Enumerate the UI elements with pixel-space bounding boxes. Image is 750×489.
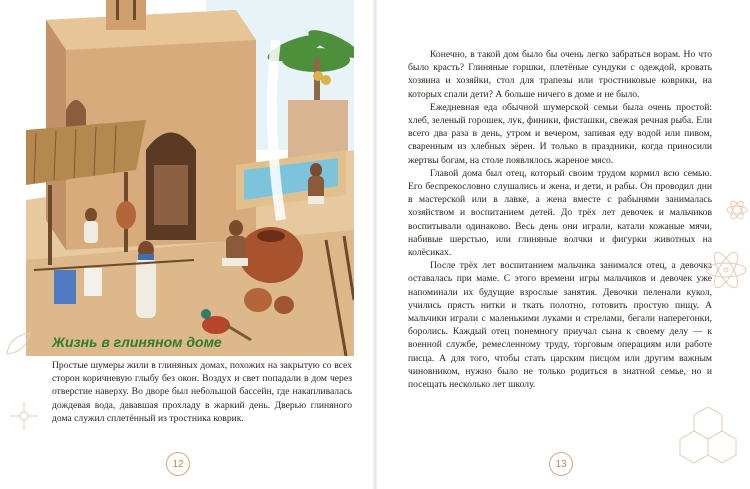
left-page-paragraph: Простые шумеры жили в глиняных домах, похожих на закрытую со всех сторон коричневую глыбу без окон. Воздух и свет попадали в дом через отверстие наверху. Во дворе был небольшой бассейн, где накапливалась дождевая вода, дававшая прохладу в жаркий день. Дверью глиняного дома служил сплетённый из тростника коврик.: [52, 360, 352, 424]
page-number-right: 13: [549, 452, 573, 476]
left-page-body: [52, 359, 352, 425]
hexagon-molecule-decoration-icon: [664, 395, 748, 479]
molecule-decoration-icon: [8, 400, 40, 432]
book-gutter: [373, 0, 377, 489]
sumerian-house-illustration: [26, 0, 354, 356]
right-page-paragraph-4: После трёх лет воспитанием мальчика занимался отец, а девочка оставалась при маме. С этого времени игры мальчиков и девочек уже напоминали их будущие взрослые занятия. Девочки пеленали кукол, учились прясть нитки и ткать полотно, готовить простую пищу. А мальчики играли с маленькими луками и стрелами, бегали наперегонки, боролись. Каждый отец понемногу приучал сына к своему делу — к военной службе, ремесленному труду, торговым операциям или работе писца. А для того, чтобы стать царским писцом или другим важным чиновником, нужно было не только родиться в знатной семье, но и посещать несколько лет школу.: [408, 260, 712, 391]
chapter-title: Жизнь в глиняном доме: [52, 334, 222, 350]
atom-decoration-icon: [726, 196, 748, 224]
atom-large-decoration-icon: [704, 248, 748, 292]
right-page-body: [408, 48, 712, 391]
right-page-paragraph-2: Ежедневная еда обычной шумерской семьи была очень простой: хлеб, зеленый горошек, лук, финики, фисташки, свежая речная рыба. Ели всего два раза в день, утром и вечером, запивая еду водой или пивом, сваренным из хлебных зёрен. И только в праздники, когда приносили жертвы богам, на столе появлялось жареное мясо.: [408, 101, 712, 166]
page-number-left: 12: [166, 452, 190, 476]
right-page-paragraph-3: Главой дома был отец, который своим трудом кормил всю семью. Его беспрекословно слушались и жена, и дети, и рабы. Он проводил дни в мастерской или в лавке, а жена вместе с рабынями занималась хозяйством и воспитанием детей. До трёх лет девочек и мальчиков воспитывали одинаково. Весь день они играли, катали кожаные мячи, набивые шерстью, или глиняные волчки и фигурки животных на колёсиках.: [408, 167, 712, 259]
right-page-paragraph-1: Конечно, в такой дом было бы очень легко забраться ворам. Но что было красть? Глиняные горшки, плетёные сундуки с одеждой, кровать хозяина и хозяйки, стол для трапезы или тростниковые коврики, на которых спали дети? А больше ничего в доме и не было.: [408, 49, 712, 100]
leaf-decoration-icon: [4, 330, 34, 358]
